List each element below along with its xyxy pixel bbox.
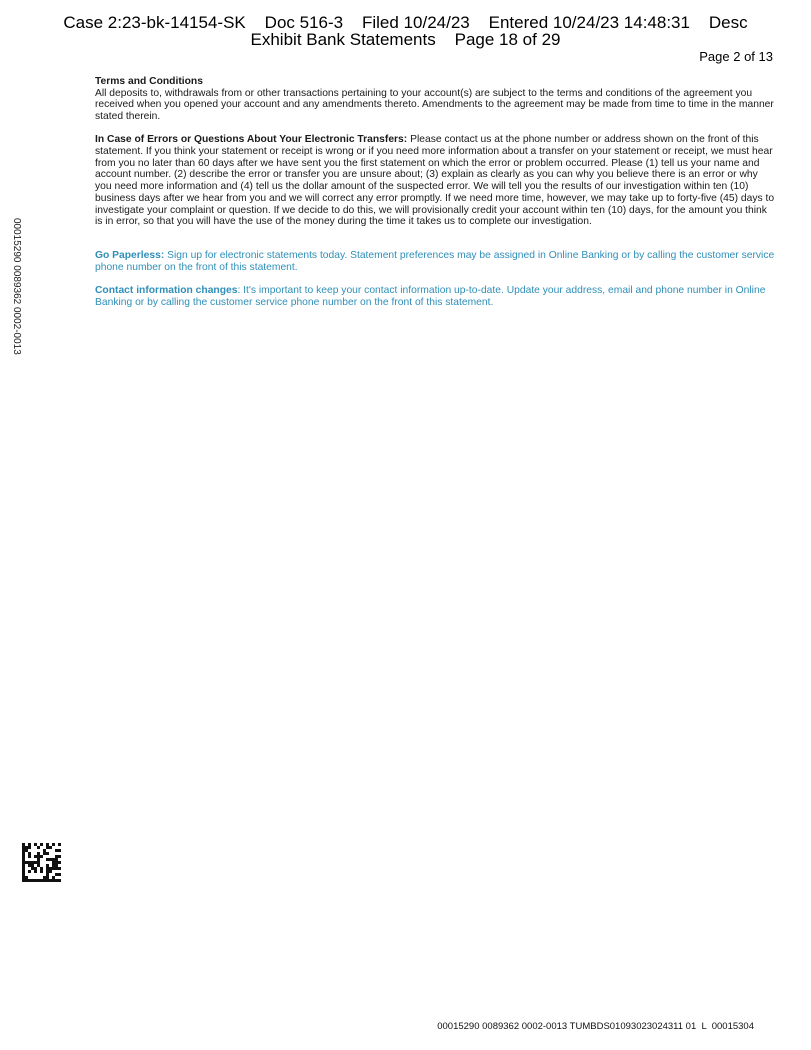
- side-document-code: 00015290 0089362 0002-0013: [11, 218, 22, 355]
- statement-terms-content: [95, 76, 775, 320]
- errors-heading: In Case of Errors or Questions About Your Electronic Transfers:: [95, 134, 408, 146]
- contact-body: : It's important to keep your contact information up-to-date. Update your address, email and phone number in Online Banking or by calling the customer service phone number on the front of this statement.: [95, 284, 766, 308]
- barcode-2d-icon: [22, 843, 61, 882]
- terms-body: All deposits to, withdrawals from or other transactions pertaining to your account(s) are subject to the terms and conditions of the agreement you received when you opened your account and any amendments thereto. Amendments to the agreement may be made from time to time in the manner stated therein.: [95, 87, 774, 123]
- paperless-section: [95, 250, 775, 273]
- page-indicator: Page 2 of 13: [699, 49, 773, 64]
- terms-section: [95, 76, 775, 123]
- errors-section: [95, 134, 775, 228]
- footer-document-code: 00015290 0089362 0002-0013 TUMBDS01093023024311 01 L 00015304: [437, 1021, 754, 1032]
- contact-section: [95, 285, 775, 308]
- case-header-line1: Case 2:23-bk-14154-SK Doc 516-3 Filed 10/24/23 Entered 10/24/23 14:48:31 Desc: [63, 13, 748, 32]
- case-header: [0, 14, 811, 48]
- case-header-line2: Exhibit Bank Statements Page 18 of 29: [250, 30, 561, 49]
- contact-heading: Contact information changes: [95, 284, 238, 296]
- paperless-body: Sign up for electronic statements today. Statement preferences may be assigned in Online Banking or by calling the customer service phone number on the front of this statement.: [95, 249, 775, 273]
- terms-heading: Terms and Conditions: [95, 76, 203, 87]
- errors-body: Please contact us at the phone number or address shown on the front of this statement. If you think your statement or receipt is wrong or if you need more information about a transfer on your statement or receipt, we must hear from you no later than 60 days after we have sent you the first statement on which the error or problem occurred. Please (1) tell us your name and account number. (2) describe the error or transfer you are unsure about; (3) explain as clearly as you can why you believe there is an error or why you need more information and (4) tell us the dollar amount of the suspected error. We will tell you the results of our investigation within ten (10) business days after we hear from you and we will correct any error promptly. If we need more time, however, we may take up to forty-five (45) days to investigate your complaint or question. If we decide to do this, we will provisionally credit your account within ten (10) days, for the amount you think is in error, so that you will have the use of the money during the time it takes us to complete our investigation.: [95, 134, 775, 228]
- paperless-heading: Go Paperless:: [95, 249, 165, 261]
